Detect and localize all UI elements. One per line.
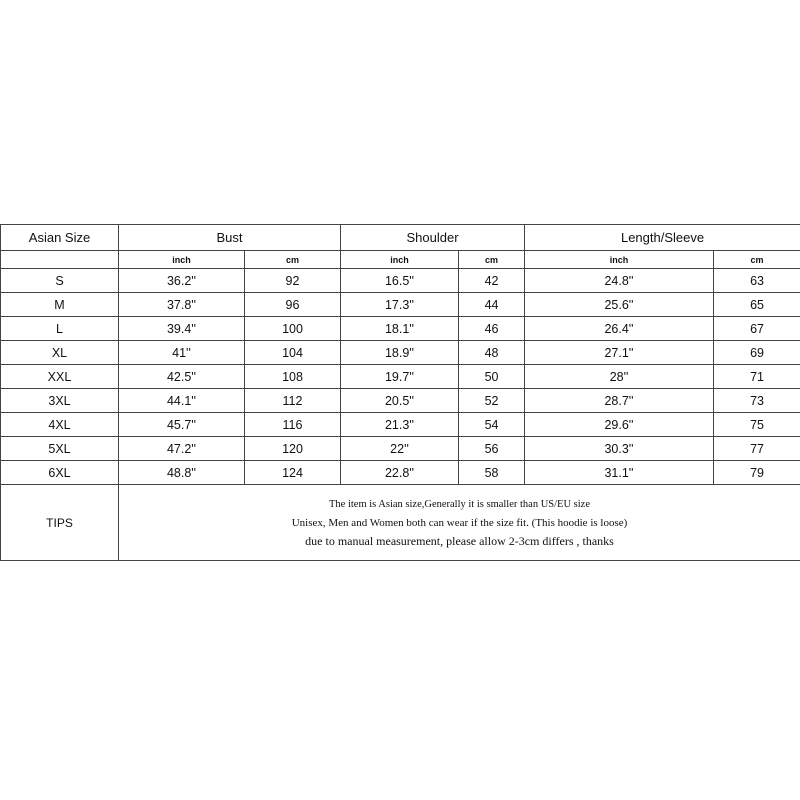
bust-inch-cell: 42.5'' bbox=[119, 365, 245, 389]
bust-inch-cell: 48.8'' bbox=[119, 461, 245, 485]
table-row bbox=[1, 269, 800, 293]
bust-inch-header: inch bbox=[119, 251, 245, 269]
shoulder-inch-cell: 16.5'' bbox=[341, 269, 459, 293]
length-cm-cell: 75 bbox=[714, 413, 800, 437]
table-row bbox=[1, 461, 800, 485]
size-cell: 5XL bbox=[1, 437, 119, 461]
shoulder-inch-cell: 18.9'' bbox=[341, 341, 459, 365]
shoulder-inch-cell: 22.8'' bbox=[341, 461, 459, 485]
header-row bbox=[1, 225, 800, 251]
length-cm-header: cm bbox=[714, 251, 800, 269]
shoulder-inch-cell: 21.3'' bbox=[341, 413, 459, 437]
tips-content bbox=[119, 485, 800, 561]
tips-line: due to manual measurement, please allow 2-3cm differs , thanks bbox=[305, 533, 614, 548]
size-cell: 3XL bbox=[1, 389, 119, 413]
shoulder-inch-cell: 19.7'' bbox=[341, 365, 459, 389]
shoulder-header: Shoulder bbox=[341, 225, 525, 251]
shoulder-cm-header: cm bbox=[459, 251, 525, 269]
table-row bbox=[1, 341, 800, 365]
length-inch-header: inch bbox=[525, 251, 714, 269]
bust-cm-cell: 108 bbox=[245, 365, 341, 389]
bust-cm-cell: 104 bbox=[245, 341, 341, 365]
bust-cm-cell: 100 bbox=[245, 317, 341, 341]
length-cm-cell: 71 bbox=[714, 365, 800, 389]
bust-cm-cell: 124 bbox=[245, 461, 341, 485]
size-cell: 6XL bbox=[1, 461, 119, 485]
table-row bbox=[1, 293, 800, 317]
length-inch-cell: 28.7'' bbox=[525, 389, 714, 413]
size-cell: M bbox=[1, 293, 119, 317]
shoulder-cm-cell: 58 bbox=[459, 461, 525, 485]
tips-line: The item is Asian size,Generally it is smaller than US/EU size bbox=[329, 498, 590, 510]
bust-header: Bust bbox=[119, 225, 341, 251]
length-inch-cell: 31.1'' bbox=[525, 461, 714, 485]
shoulder-cm-cell: 44 bbox=[459, 293, 525, 317]
size-cell: XXL bbox=[1, 365, 119, 389]
length-inch-cell: 26.4'' bbox=[525, 317, 714, 341]
shoulder-inch-header: inch bbox=[341, 251, 459, 269]
tips-label: TIPS bbox=[1, 485, 119, 561]
length-inch-cell: 27.1'' bbox=[525, 341, 714, 365]
tips-line: Unisex, Men and Women both can wear if the size fit. (This hoodie is loose) bbox=[291, 516, 628, 529]
size-cell: XL bbox=[1, 341, 119, 365]
table-row bbox=[1, 437, 800, 461]
size-cell: S bbox=[1, 269, 119, 293]
length-cm-cell: 65 bbox=[714, 293, 800, 317]
bust-cm-cell: 92 bbox=[245, 269, 341, 293]
bust-inch-cell: 44.1'' bbox=[119, 389, 245, 413]
shoulder-cm-cell: 50 bbox=[459, 365, 525, 389]
shoulder-inch-cell: 17.3'' bbox=[341, 293, 459, 317]
length-inch-cell: 30.3'' bbox=[525, 437, 714, 461]
bust-cm-cell: 116 bbox=[245, 413, 341, 437]
unit-header-row bbox=[1, 251, 800, 269]
shoulder-cm-cell: 48 bbox=[459, 341, 525, 365]
length-cm-cell: 63 bbox=[714, 269, 800, 293]
shoulder-inch-cell: 22'' bbox=[341, 437, 459, 461]
shoulder-cm-cell: 52 bbox=[459, 389, 525, 413]
shoulder-inch-cell: 20.5'' bbox=[341, 389, 459, 413]
tips-row bbox=[1, 485, 800, 561]
size-chart-table bbox=[0, 224, 800, 561]
bust-inch-cell: 36.2'' bbox=[119, 269, 245, 293]
bust-inch-cell: 41'' bbox=[119, 341, 245, 365]
length-cm-cell: 67 bbox=[714, 317, 800, 341]
bust-cm-cell: 96 bbox=[245, 293, 341, 317]
bust-inch-cell: 37.8'' bbox=[119, 293, 245, 317]
length-cm-cell: 73 bbox=[714, 389, 800, 413]
size-cell: 4XL bbox=[1, 413, 119, 437]
length-cm-cell: 77 bbox=[714, 437, 800, 461]
asian-size-header: Asian Size bbox=[1, 225, 119, 251]
bust-cm-cell: 112 bbox=[245, 389, 341, 413]
bust-cm-header: cm bbox=[245, 251, 341, 269]
shoulder-cm-cell: 46 bbox=[459, 317, 525, 341]
shoulder-cm-cell: 54 bbox=[459, 413, 525, 437]
length-cm-cell: 79 bbox=[714, 461, 800, 485]
bust-inch-cell: 39.4'' bbox=[119, 317, 245, 341]
length-inch-cell: 24.8'' bbox=[525, 269, 714, 293]
shoulder-cm-cell: 42 bbox=[459, 269, 525, 293]
bust-cm-cell: 120 bbox=[245, 437, 341, 461]
unit-header-blank bbox=[1, 251, 119, 269]
shoulder-inch-cell: 18.1'' bbox=[341, 317, 459, 341]
table-row bbox=[1, 389, 800, 413]
length-sleeve-header: Length/Sleeve bbox=[525, 225, 800, 251]
length-cm-cell: 69 bbox=[714, 341, 800, 365]
bust-inch-cell: 47.2'' bbox=[119, 437, 245, 461]
table-row bbox=[1, 413, 800, 437]
length-inch-cell: 28'' bbox=[525, 365, 714, 389]
table-row bbox=[1, 365, 800, 389]
shoulder-cm-cell: 56 bbox=[459, 437, 525, 461]
bust-inch-cell: 45.7'' bbox=[119, 413, 245, 437]
size-cell: L bbox=[1, 317, 119, 341]
length-inch-cell: 29.6'' bbox=[525, 413, 714, 437]
table-row bbox=[1, 317, 800, 341]
length-inch-cell: 25.6'' bbox=[525, 293, 714, 317]
